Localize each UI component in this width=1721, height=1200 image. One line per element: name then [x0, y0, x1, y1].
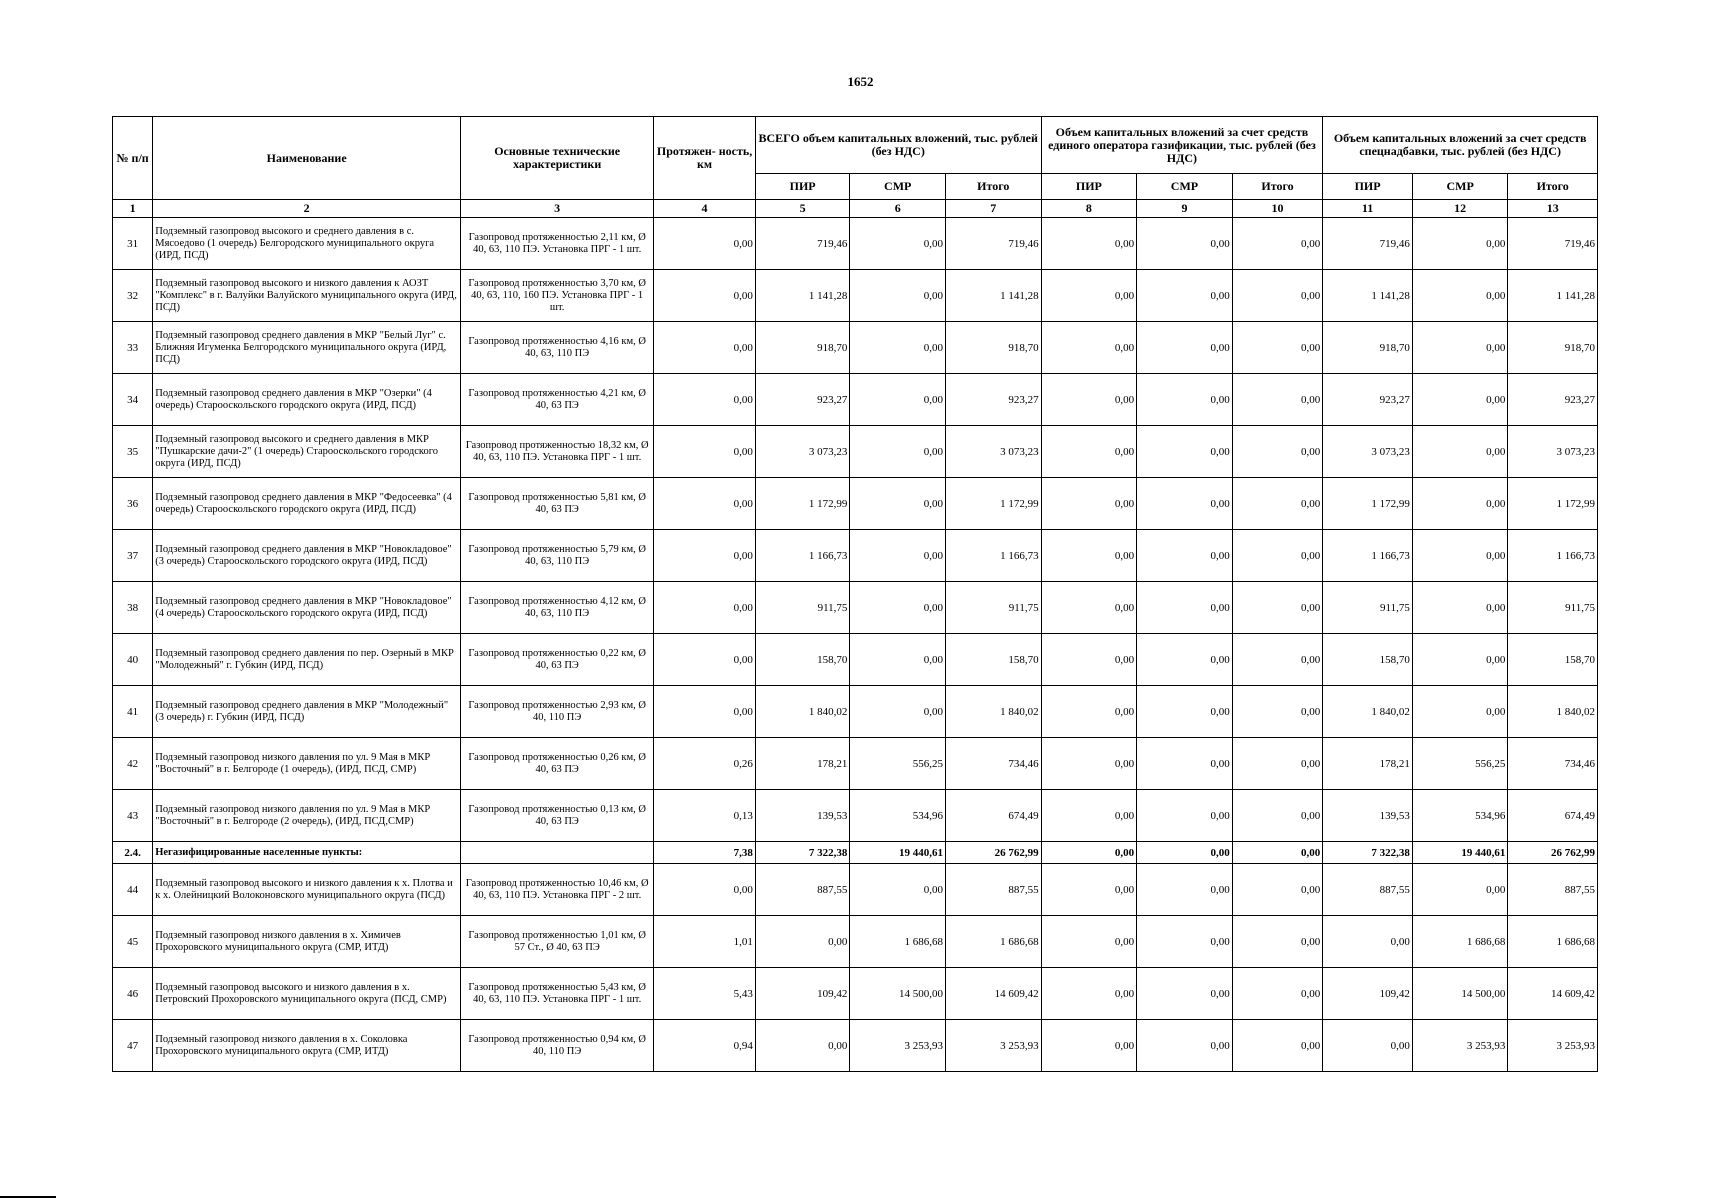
row-number: 43: [113, 790, 153, 842]
length-km: 0,26: [654, 738, 756, 790]
technical-characteristics: Газопровод протяженностью 0,13 км, Ø 40, 63 ПЭ: [461, 790, 654, 842]
header-name: Наименование: [153, 117, 461, 200]
object-name: Подземный газопровод высокого и среднего давления в МКР "Пушкарские дачи-2" (1 очередь) Старооскольского городского округа (ИРД, ПСД): [153, 426, 461, 478]
row-number: 44: [113, 864, 153, 916]
surcharge-pir: 7 322,38: [1323, 842, 1413, 864]
surcharge-itogo: 734,46: [1508, 738, 1598, 790]
operator-pir: 0,00: [1041, 968, 1137, 1020]
operator-smr: 0,00: [1137, 478, 1233, 530]
header-pir: ПИР: [1323, 174, 1413, 200]
object-name: Подземный газопровод среднего давления в МКР "Новокладовое" (4 очередь) Старооскольского городского округа (ИРД, ПСД): [153, 582, 461, 634]
surcharge-smr: 0,00: [1412, 322, 1508, 374]
length-km: 0,13: [654, 790, 756, 842]
technical-characteristics: Газопровод протяженностью 18,32 км, Ø 40, 63, 110 ПЭ. Установка ПРГ - 1 шт.: [461, 426, 654, 478]
object-name: Подземный газопровод высокого и среднего давления в с. Мясоедово (1 очередь) Белгородского муниципального округа (ИРД, ПСД): [153, 218, 461, 270]
operator-smr: 0,00: [1137, 582, 1233, 634]
length-km: 0,00: [654, 530, 756, 582]
total-pir: 7 322,38: [755, 842, 850, 864]
surcharge-itogo: 674,49: [1508, 790, 1598, 842]
total-itogo: 674,49: [946, 790, 1042, 842]
surcharge-itogo: 918,70: [1508, 322, 1598, 374]
total-smr: 0,00: [850, 864, 946, 916]
surcharge-smr: 534,96: [1412, 790, 1508, 842]
total-smr: 0,00: [850, 374, 946, 426]
operator-pir: 0,00: [1041, 218, 1137, 270]
operator-smr: 0,00: [1137, 1020, 1233, 1072]
column-number: 10: [1232, 200, 1323, 218]
surcharge-itogo: 158,70: [1508, 634, 1598, 686]
total-itogo: 158,70: [946, 634, 1042, 686]
technical-characteristics: Газопровод протяженностью 5,81 км, Ø 40, 63 ПЭ: [461, 478, 654, 530]
total-itogo: 26 762,99: [946, 842, 1042, 864]
column-number: 13: [1508, 200, 1598, 218]
header-pir: ПИР: [755, 174, 850, 200]
object-name: Подземный газопровод низкого давления в х. Химичев Прохоровского муниципального округа (СМР, ИТД): [153, 916, 461, 968]
total-smr: 534,96: [850, 790, 946, 842]
total-pir: 719,46: [755, 218, 850, 270]
object-name: Подземный газопровод низкого давления по ул. 9 Мая в МКР "Восточный" в г. Белгороде (2 очередь), (ИРД, ПСД,СМР): [153, 790, 461, 842]
operator-smr: 0,00: [1137, 864, 1233, 916]
operator-pir: 0,00: [1041, 634, 1137, 686]
technical-characteristics: Газопровод протяженностью 10,46 км, Ø 40, 63, 110 ПЭ. Установка ПРГ - 2 шт.: [461, 864, 654, 916]
object-name: Подземный газопровод высокого и низкого давления к АОЗТ "Комплекс" в г. Валуйки Валуйского муниципального округа (ИРД, ПСД): [153, 270, 461, 322]
operator-itogo: 0,00: [1232, 478, 1323, 530]
column-number: 9: [1137, 200, 1233, 218]
operator-itogo: 0,00: [1232, 790, 1323, 842]
table-row: [113, 218, 1598, 270]
operator-smr: 0,00: [1137, 322, 1233, 374]
total-pir: 1 166,73: [755, 530, 850, 582]
table-row: [113, 686, 1598, 738]
operator-smr: 0,00: [1137, 686, 1233, 738]
operator-pir: 0,00: [1041, 582, 1137, 634]
total-pir: 1 172,99: [755, 478, 850, 530]
surcharge-pir: 923,27: [1323, 374, 1413, 426]
row-number: 46: [113, 968, 153, 1020]
row-number: 45: [113, 916, 153, 968]
total-pir: 923,27: [755, 374, 850, 426]
object-name: Подземный газопровод среднего давления в МКР "Новокладовое" (3 очередь) Старооскольского городского округа (ИРД, ПСД): [153, 530, 461, 582]
total-itogo: 14 609,42: [946, 968, 1042, 1020]
operator-pir: 0,00: [1041, 1020, 1137, 1072]
page-number: 1652: [847, 74, 874, 89]
surcharge-itogo: 923,27: [1508, 374, 1598, 426]
surcharge-smr: 556,25: [1412, 738, 1508, 790]
header-smr: СМР: [1412, 174, 1508, 200]
technical-characteristics: Газопровод протяженностью 4,21 км, Ø 40, 63 ПЭ: [461, 374, 654, 426]
total-itogo: 911,75: [946, 582, 1042, 634]
total-smr: 0,00: [850, 218, 946, 270]
surcharge-pir: 0,00: [1323, 1020, 1413, 1072]
surcharge-pir: 139,53: [1323, 790, 1413, 842]
header-itogo: Итого: [1232, 174, 1323, 200]
object-name: Подземный газопровод среднего давления по пер. Озерный в МКР "Молодежный" г. Губкин (ИРД, ПСД): [153, 634, 461, 686]
total-pir: 1 840,02: [755, 686, 850, 738]
table-row: [113, 426, 1598, 478]
operator-itogo: 0,00: [1232, 426, 1323, 478]
header-itogo: Итого: [946, 174, 1042, 200]
surcharge-smr: 0,00: [1412, 864, 1508, 916]
surcharge-smr: 19 440,61: [1412, 842, 1508, 864]
operator-pir: 0,00: [1041, 864, 1137, 916]
object-name: Подземный газопровод среднего давления в МКР "Федосеевка" (4 очередь) Старооскольского городского округа (ИРД, ПСД): [153, 478, 461, 530]
surcharge-pir: 1 840,02: [1323, 686, 1413, 738]
surcharge-itogo: 887,55: [1508, 864, 1598, 916]
surcharge-pir: 3 073,23: [1323, 426, 1413, 478]
total-pir: 178,21: [755, 738, 850, 790]
total-itogo: 918,70: [946, 322, 1042, 374]
column-number: 6: [850, 200, 946, 218]
surcharge-smr: 0,00: [1412, 218, 1508, 270]
subtotal-row: [113, 842, 1598, 864]
technical-characteristics: Газопровод протяженностью 2,93 км, Ø 40, 110 ПЭ: [461, 686, 654, 738]
length-km: 7,38: [654, 842, 756, 864]
operator-itogo: 0,00: [1232, 374, 1323, 426]
operator-itogo: 0,00: [1232, 322, 1323, 374]
surcharge-smr: 0,00: [1412, 270, 1508, 322]
table-row: [113, 530, 1598, 582]
header-group-surcharge: Объем капитальных вложений за счет средств спецнадбавки, тыс. рублей (без НДС): [1323, 117, 1598, 174]
total-pir: 0,00: [755, 916, 850, 968]
total-itogo: 1 141,28: [946, 270, 1042, 322]
length-km: 0,00: [654, 322, 756, 374]
column-number: 7: [946, 200, 1042, 218]
total-pir: 918,70: [755, 322, 850, 374]
operator-pir: 0,00: [1041, 426, 1137, 478]
row-number: 2.4.: [113, 842, 153, 864]
column-number: 12: [1412, 200, 1508, 218]
operator-pir: 0,00: [1041, 686, 1137, 738]
operator-smr: 0,00: [1137, 916, 1233, 968]
total-smr: 1 686,68: [850, 916, 946, 968]
object-name: Подземный газопровод низкого давления по ул. 9 Мая в МКР "Восточный" в г. Белгороде (1 очередь), (ИРД, ПСД, СМР): [153, 738, 461, 790]
length-km: 0,00: [654, 634, 756, 686]
row-number: 36: [113, 478, 153, 530]
technical-characteristics: Газопровод протяженностью 0,22 км, Ø 40, 63 ПЭ: [461, 634, 654, 686]
total-smr: 3 253,93: [850, 1020, 946, 1072]
surcharge-itogo: 1 141,28: [1508, 270, 1598, 322]
surcharge-pir: 109,42: [1323, 968, 1413, 1020]
row-number: 34: [113, 374, 153, 426]
total-smr: 0,00: [850, 634, 946, 686]
surcharge-smr: 1 686,68: [1412, 916, 1508, 968]
total-itogo: 734,46: [946, 738, 1042, 790]
table-body: [113, 218, 1598, 1072]
total-smr: 0,00: [850, 270, 946, 322]
total-itogo: 1 840,02: [946, 686, 1042, 738]
surcharge-pir: 158,70: [1323, 634, 1413, 686]
operator-itogo: 0,00: [1232, 530, 1323, 582]
operator-smr: 0,00: [1137, 530, 1233, 582]
total-smr: 14 500,00: [850, 968, 946, 1020]
total-itogo: 719,46: [946, 218, 1042, 270]
column-number: 1: [113, 200, 153, 218]
table-row: [113, 916, 1598, 968]
column-number: 3: [461, 200, 654, 218]
total-smr: 556,25: [850, 738, 946, 790]
header-characteristics: Основные технические характеристики: [461, 117, 654, 200]
row-number: 33: [113, 322, 153, 374]
table-row: [113, 864, 1598, 916]
table-row: [113, 322, 1598, 374]
technical-characteristics: Газопровод протяженностью 5,79 км, Ø 40, 63, 110 ПЭ: [461, 530, 654, 582]
table-row: [113, 634, 1598, 686]
operator-itogo: 0,00: [1232, 738, 1323, 790]
operator-pir: 0,00: [1041, 916, 1137, 968]
header-length: Протяжен- ность, км: [654, 117, 756, 200]
length-km: 0,94: [654, 1020, 756, 1072]
object-name: Подземный газопровод среднего давления в МКР "Озерки" (4 очередь) Старооскольского городского округа (ИРД, ПСД): [153, 374, 461, 426]
operator-smr: 0,00: [1137, 426, 1233, 478]
operator-itogo: 0,00: [1232, 1020, 1323, 1072]
total-pir: 887,55: [755, 864, 850, 916]
operator-itogo: 0,00: [1232, 864, 1323, 916]
operator-pir: 0,00: [1041, 790, 1137, 842]
surcharge-smr: 0,00: [1412, 374, 1508, 426]
technical-characteristics: Газопровод протяженностью 0,26 км, Ø 40, 63 ПЭ: [461, 738, 654, 790]
operator-pir: 0,00: [1041, 322, 1137, 374]
length-km: 0,00: [654, 270, 756, 322]
row-number: 38: [113, 582, 153, 634]
row-number: 40: [113, 634, 153, 686]
capital-investment-table: [112, 116, 1598, 1072]
table-row: [113, 478, 1598, 530]
technical-characteristics: Газопровод протяженностью 2,11 км, Ø 40, 63, 110 ПЭ. Установка ПРГ - 1 шт.: [461, 218, 654, 270]
surcharge-itogo: 3 253,93: [1508, 1020, 1598, 1072]
technical-characteristics: Газопровод протяженностью 5,43 км, Ø 40, 63, 110 ПЭ. Установка ПРГ - 1 шт.: [461, 968, 654, 1020]
total-pir: 139,53: [755, 790, 850, 842]
row-number: 32: [113, 270, 153, 322]
surcharge-itogo: 1 686,68: [1508, 916, 1598, 968]
total-pir: 911,75: [755, 582, 850, 634]
total-pir: 0,00: [755, 1020, 850, 1072]
surcharge-itogo: 719,46: [1508, 218, 1598, 270]
surcharge-smr: 0,00: [1412, 530, 1508, 582]
surcharge-smr: 3 253,93: [1412, 1020, 1508, 1072]
operator-itogo: 0,00: [1232, 582, 1323, 634]
surcharge-pir: 1 166,73: [1323, 530, 1413, 582]
surcharge-smr: 0,00: [1412, 582, 1508, 634]
total-itogo: 1 166,73: [946, 530, 1042, 582]
total-smr: 0,00: [850, 530, 946, 582]
table-row: [113, 270, 1598, 322]
technical-characteristics: Газопровод протяженностью 3,70 км, Ø 40, 63, 110, 160 ПЭ. Установка ПРГ - 1 шт.: [461, 270, 654, 322]
operator-smr: 0,00: [1137, 790, 1233, 842]
surcharge-smr: 0,00: [1412, 686, 1508, 738]
object-name: Подземный газопровод высокого и низкого давления к х. Плотва и к х. Олейницкий Волоконовского муниципального округа (ПСД): [153, 864, 461, 916]
operator-itogo: 0,00: [1232, 634, 1323, 686]
operator-pir: 0,00: [1041, 738, 1137, 790]
header-pir: ПИР: [1041, 174, 1137, 200]
column-number: 8: [1041, 200, 1137, 218]
operator-itogo: 0,00: [1232, 218, 1323, 270]
operator-smr: 0,00: [1137, 968, 1233, 1020]
row-number: 42: [113, 738, 153, 790]
footer-rule: [0, 1196, 56, 1198]
operator-pir: 0,00: [1041, 270, 1137, 322]
column-number: 11: [1323, 200, 1413, 218]
length-km: 0,00: [654, 864, 756, 916]
total-smr: 0,00: [850, 478, 946, 530]
object-name: Негазифицированные населенные пункты:: [153, 842, 461, 864]
operator-smr: 0,00: [1137, 218, 1233, 270]
column-number-row: [113, 200, 1598, 218]
length-km: 0,00: [654, 218, 756, 270]
row-number: 37: [113, 530, 153, 582]
operator-itogo: 0,00: [1232, 270, 1323, 322]
table-row: [113, 968, 1598, 1020]
column-number: 2: [153, 200, 461, 218]
header-smr: СМР: [850, 174, 946, 200]
surcharge-pir: 1 172,99: [1323, 478, 1413, 530]
surcharge-pir: 911,75: [1323, 582, 1413, 634]
surcharge-pir: 918,70: [1323, 322, 1413, 374]
surcharge-pir: 1 141,28: [1323, 270, 1413, 322]
technical-characteristics: Газопровод протяженностью 0,94 км, Ø 40, 110 ПЭ: [461, 1020, 654, 1072]
total-itogo: 887,55: [946, 864, 1042, 916]
operator-pir: 0,00: [1041, 842, 1137, 864]
length-km: 0,00: [654, 582, 756, 634]
operator-pir: 0,00: [1041, 478, 1137, 530]
column-number: 5: [755, 200, 850, 218]
surcharge-smr: 14 500,00: [1412, 968, 1508, 1020]
total-pir: 1 141,28: [755, 270, 850, 322]
length-km: 0,00: [654, 426, 756, 478]
surcharge-itogo: 26 762,99: [1508, 842, 1598, 864]
table-row: [113, 374, 1598, 426]
operator-smr: 0,00: [1137, 634, 1233, 686]
operator-smr: 0,00: [1137, 270, 1233, 322]
total-smr: 0,00: [850, 686, 946, 738]
surcharge-smr: 0,00: [1412, 634, 1508, 686]
row-number: 31: [113, 218, 153, 270]
surcharge-pir: 887,55: [1323, 864, 1413, 916]
surcharge-itogo: 3 073,23: [1508, 426, 1598, 478]
surcharge-smr: 0,00: [1412, 478, 1508, 530]
row-number: 35: [113, 426, 153, 478]
technical-characteristics: Газопровод протяженностью 4,16 км, Ø 40, 63, 110 ПЭ: [461, 322, 654, 374]
row-number: 47: [113, 1020, 153, 1072]
technical-characteristics: [461, 842, 654, 864]
header-itogo: Итого: [1508, 174, 1598, 200]
total-smr: 0,00: [850, 582, 946, 634]
surcharge-pir: 719,46: [1323, 218, 1413, 270]
header-smr: СМР: [1137, 174, 1233, 200]
operator-smr: 0,00: [1137, 374, 1233, 426]
table-row: [113, 738, 1598, 790]
object-name: Подземный газопровод высокого и низкого давления в х. Петровский Прохоровского муниципального округа (ПСД, СМР): [153, 968, 461, 1020]
length-km: 1,01: [654, 916, 756, 968]
operator-pir: 0,00: [1041, 374, 1137, 426]
total-itogo: 923,27: [946, 374, 1042, 426]
total-pir: 158,70: [755, 634, 850, 686]
operator-itogo: 0,00: [1232, 686, 1323, 738]
length-km: 0,00: [654, 686, 756, 738]
header-group-total: ВСЕГО объем капитальных вложений, тыс. рублей (без НДС): [755, 117, 1041, 174]
total-pir: 3 073,23: [755, 426, 850, 478]
table-row: [113, 1020, 1598, 1072]
surcharge-pir: 0,00: [1323, 916, 1413, 968]
surcharge-smr: 0,00: [1412, 426, 1508, 478]
surcharge-itogo: 1 840,02: [1508, 686, 1598, 738]
total-smr: 19 440,61: [850, 842, 946, 864]
operator-pir: 0,00: [1041, 530, 1137, 582]
column-number: 4: [654, 200, 756, 218]
operator-smr: 0,00: [1137, 842, 1233, 864]
row-number: 41: [113, 686, 153, 738]
technical-characteristics: Газопровод протяженностью 4,12 км, Ø 40, 63, 110 ПЭ: [461, 582, 654, 634]
operator-smr: 0,00: [1137, 738, 1233, 790]
total-itogo: 1 172,99: [946, 478, 1042, 530]
header-no: № п/п: [113, 117, 153, 200]
total-itogo: 3 253,93: [946, 1020, 1042, 1072]
header-group-operator: Объем капитальных вложений за счет средств единого оператора газификации, тыс. рублей (без НДС): [1041, 117, 1323, 174]
surcharge-itogo: 1 172,99: [1508, 478, 1598, 530]
total-smr: 0,00: [850, 426, 946, 478]
surcharge-pir: 178,21: [1323, 738, 1413, 790]
length-km: 5,43: [654, 968, 756, 1020]
operator-itogo: 0,00: [1232, 842, 1323, 864]
length-km: 0,00: [654, 374, 756, 426]
object-name: Подземный газопровод среднего давления в МКР "Белый Луг" с. Ближняя Игуменка Белгородского муниципального округа (ИРД, ПСД): [153, 322, 461, 374]
object-name: Подземный газопровод среднего давления в МКР "Молодежный" (3 очередь) г. Губкин (ИРД, ПСД): [153, 686, 461, 738]
total-itogo: 1 686,68: [946, 916, 1042, 968]
table-row: [113, 790, 1598, 842]
object-name: Подземный газопровод низкого давления в х. Соколовка Прохоровского муниципального округа (СМР, ИТД): [153, 1020, 461, 1072]
total-itogo: 3 073,23: [946, 426, 1042, 478]
technical-characteristics: Газопровод протяженностью 1,01 км, Ø 57 Ст., Ø 40, 63 ПЭ: [461, 916, 654, 968]
length-km: 0,00: [654, 478, 756, 530]
total-smr: 0,00: [850, 322, 946, 374]
operator-itogo: 0,00: [1232, 968, 1323, 1020]
table-row: [113, 582, 1598, 634]
surcharge-itogo: 14 609,42: [1508, 968, 1598, 1020]
operator-itogo: 0,00: [1232, 916, 1323, 968]
surcharge-itogo: 1 166,73: [1508, 530, 1598, 582]
total-pir: 109,42: [755, 968, 850, 1020]
surcharge-itogo: 911,75: [1508, 582, 1598, 634]
